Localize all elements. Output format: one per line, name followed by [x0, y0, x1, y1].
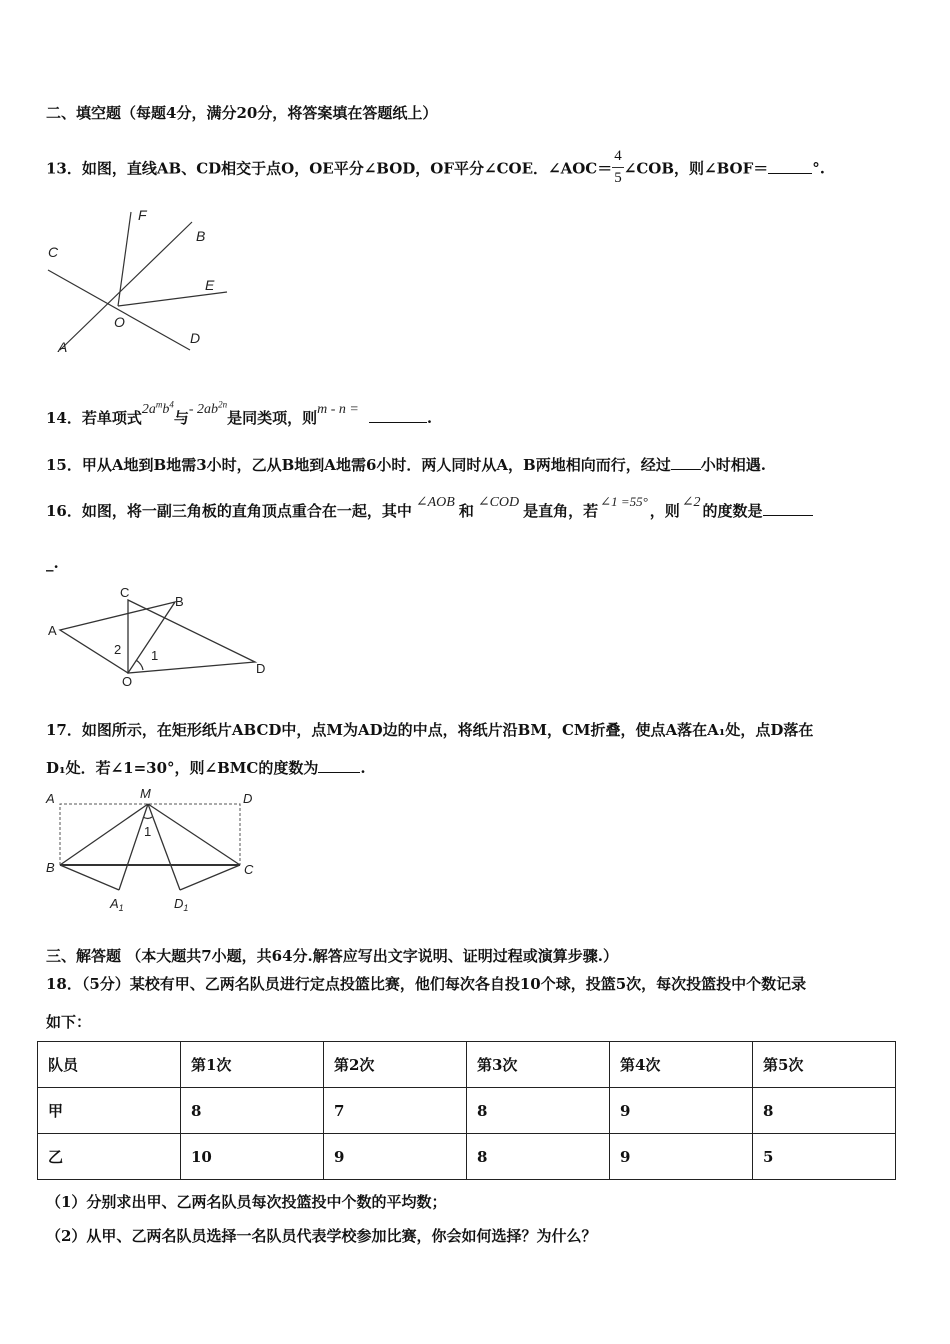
q16-figure	[40, 580, 280, 690]
table-cell: 8	[753, 1088, 896, 1134]
q13-figure	[40, 200, 240, 375]
q15-text-end: 小时相遇.	[700, 456, 766, 474]
table-header-cell: 第2次	[324, 1042, 467, 1088]
q17-label-d: D	[243, 791, 253, 806]
q13-ray-of	[118, 212, 131, 306]
question-18-line-1: 18．（5分）某校有甲、乙两名队员进行定点投篮比赛，他们每次各自投10个球，投篮5次，每次投篮投中个数记录	[46, 975, 807, 993]
q16-angle-cod: ∠COD	[477, 495, 520, 510]
q14-monomial-1	[141, 399, 174, 417]
q17-label-b: B	[46, 860, 55, 875]
q17-label-a1-sub: 1	[118, 903, 124, 913]
score-table	[37, 1041, 896, 1180]
q13-label-o: O	[114, 314, 125, 330]
table-row	[38, 1088, 896, 1134]
q16-label-d: D	[256, 661, 266, 676]
table-cell: 8	[467, 1134, 610, 1180]
q17-text-before: D₁处．若∠1=30°，则∠BMC的度数为	[46, 759, 319, 777]
q16-condition: ∠1 =55°	[600, 494, 648, 509]
table-header-cell: 第3次	[467, 1042, 610, 1088]
q16-label-angle-1: 1	[151, 648, 159, 663]
q14-mono1-b: b	[162, 402, 170, 417]
table-header-cell: 第4次	[610, 1042, 753, 1088]
q14-text-before: 14．若单项式	[46, 409, 142, 427]
q13-line-ab	[60, 222, 192, 350]
q13-label-b: B	[196, 228, 206, 244]
q17-label-d1-sub: 1	[183, 903, 189, 913]
q14-mono1-exp-4: 4	[169, 399, 174, 410]
table-cell: 甲	[38, 1088, 181, 1134]
q13-text-end: °.	[812, 159, 825, 178]
q16-continuation: _.	[46, 554, 59, 572]
q16-connector: 和	[458, 502, 474, 520]
q17-label-a1	[109, 896, 124, 913]
table-header-cell: 第5次	[753, 1042, 896, 1088]
q16-text-before: 16．如图，将一副三角板的直角顶点重合在一起，其中	[46, 502, 412, 520]
q17-label-angle-1: 1	[144, 824, 152, 839]
q17-label-a1-letter: A	[110, 896, 119, 911]
table-cell: 8	[181, 1088, 324, 1134]
table-cell: 8	[467, 1088, 610, 1134]
q14-monomial-2	[188, 399, 228, 417]
q16-angle-arc	[136, 660, 143, 670]
q16-label-a: A	[48, 623, 57, 638]
section-heading-fill-blank: 二、填空题（每题4分，满分20分，将答案填在答题纸上）	[46, 104, 438, 122]
q15-answer-blank[interactable]	[671, 455, 701, 470]
q17-label-d1	[174, 896, 188, 913]
q13-fraction-numerator: 4	[612, 149, 624, 168]
q16-label-o: O	[122, 674, 133, 689]
q14-mono2-exp: 2n	[218, 399, 228, 410]
q13-label-c: C	[48, 244, 59, 260]
q16-text-end: 的度数是	[702, 502, 763, 520]
q16-label-b: B	[175, 594, 184, 609]
table-cell: 9	[610, 1088, 753, 1134]
q13-fraction	[612, 149, 624, 186]
table-cell: 乙	[38, 1134, 181, 1180]
q14-mono1-exp-m: m	[155, 399, 163, 410]
q14-connector: 与	[173, 409, 189, 427]
table-header-row	[38, 1042, 896, 1088]
q16-label-c: C	[120, 585, 130, 600]
q14-text-end: .	[426, 409, 433, 427]
q13-label-f: F	[138, 207, 147, 223]
q13-label-d: D	[190, 330, 201, 346]
q13-text-before: 13．如图，直线AB、CD相交于点O，OE平分∠BOD，OF平分∠COE．∠AOC＝	[46, 159, 613, 178]
question-17-line-1: 17．如图所示，在矩形纸片ABCD中，点M为AD边的中点，将纸片沿BM，CM折叠，使点A落在A₁处，点D落在	[46, 721, 814, 739]
q16-answer-blank[interactable]	[763, 501, 813, 516]
q17-fold-bm	[60, 804, 148, 865]
question-16	[46, 494, 813, 521]
question-15	[46, 454, 766, 475]
q17-angle-arc	[143, 817, 152, 819]
q16-angle-aob: ∠AOB	[415, 495, 455, 510]
q13-answer-blank[interactable]	[768, 159, 812, 174]
q13-fraction-denominator: 5	[614, 170, 622, 186]
q14-answer-blank[interactable]	[369, 408, 427, 423]
table-cell: 7	[324, 1088, 467, 1134]
q17-edge-ba1	[60, 865, 119, 890]
q13-ray-oe	[118, 292, 227, 306]
q16-label-angle-2: 2	[114, 642, 122, 657]
question-18-sub-2: （2）从甲、乙两名队员选择一名队员代表学校参加比赛，你会如何选择？为什么？	[46, 1227, 597, 1245]
table-cell: 9	[610, 1134, 753, 1180]
question-14	[46, 399, 433, 428]
table-header-cell: 队员	[38, 1042, 181, 1088]
q14-expression: m - n =	[317, 402, 359, 417]
q17-label-c: C	[244, 862, 254, 877]
q17-label-d1-letter: D	[174, 896, 184, 911]
question-13	[46, 148, 825, 188]
q16-triangle-cod	[128, 600, 255, 673]
q17-edge-d1c	[180, 865, 240, 890]
q17-fold-cm	[148, 804, 240, 865]
table-cell: 10	[181, 1134, 324, 1180]
q14-text-mid: 是同类项，则	[227, 409, 318, 427]
table-cell: 9	[324, 1134, 467, 1180]
question-18-line-2: 如下：	[46, 1013, 92, 1031]
q14-mono1-base: 2a	[141, 402, 156, 417]
q16-text-mid2: ，则	[649, 502, 680, 520]
q17-label-a: A	[46, 791, 55, 806]
q16-text-mid: 是直角，若	[523, 502, 599, 520]
q13-label-a: A	[58, 339, 68, 355]
table-header-cell: 第1次	[181, 1042, 324, 1088]
q14-mono2-base: - 2ab	[188, 402, 219, 417]
q17-edge-md1	[148, 804, 180, 890]
q17-text-end: .	[360, 759, 366, 777]
table-cell: 5	[753, 1134, 896, 1180]
question-18-sub-1: （1）分别求出甲、乙两名队员每次投篮投中个数的平均数；	[46, 1193, 447, 1211]
q13-label-e: E	[205, 277, 215, 293]
q13-text-after: ∠COB，则∠BOF＝	[623, 159, 769, 178]
table-row	[38, 1134, 896, 1180]
q16-angle-2: ∠2	[681, 495, 701, 510]
question-17-line-2	[46, 757, 366, 778]
q17-label-m: M	[140, 786, 151, 801]
q17-figure	[40, 784, 270, 919]
q17-answer-blank[interactable]	[318, 758, 360, 773]
section-heading-solutions: 三、解答题 （本大题共7小题，共64分.解答应写出文字说明、证明过程或演算步骤.）	[46, 947, 618, 965]
q13-line-cd	[48, 270, 190, 350]
q15-text: 15．甲从A地到B地需3小时，乙从B地到A地需6小时．两人同时从A，B两地相向而行，经过	[46, 456, 671, 474]
